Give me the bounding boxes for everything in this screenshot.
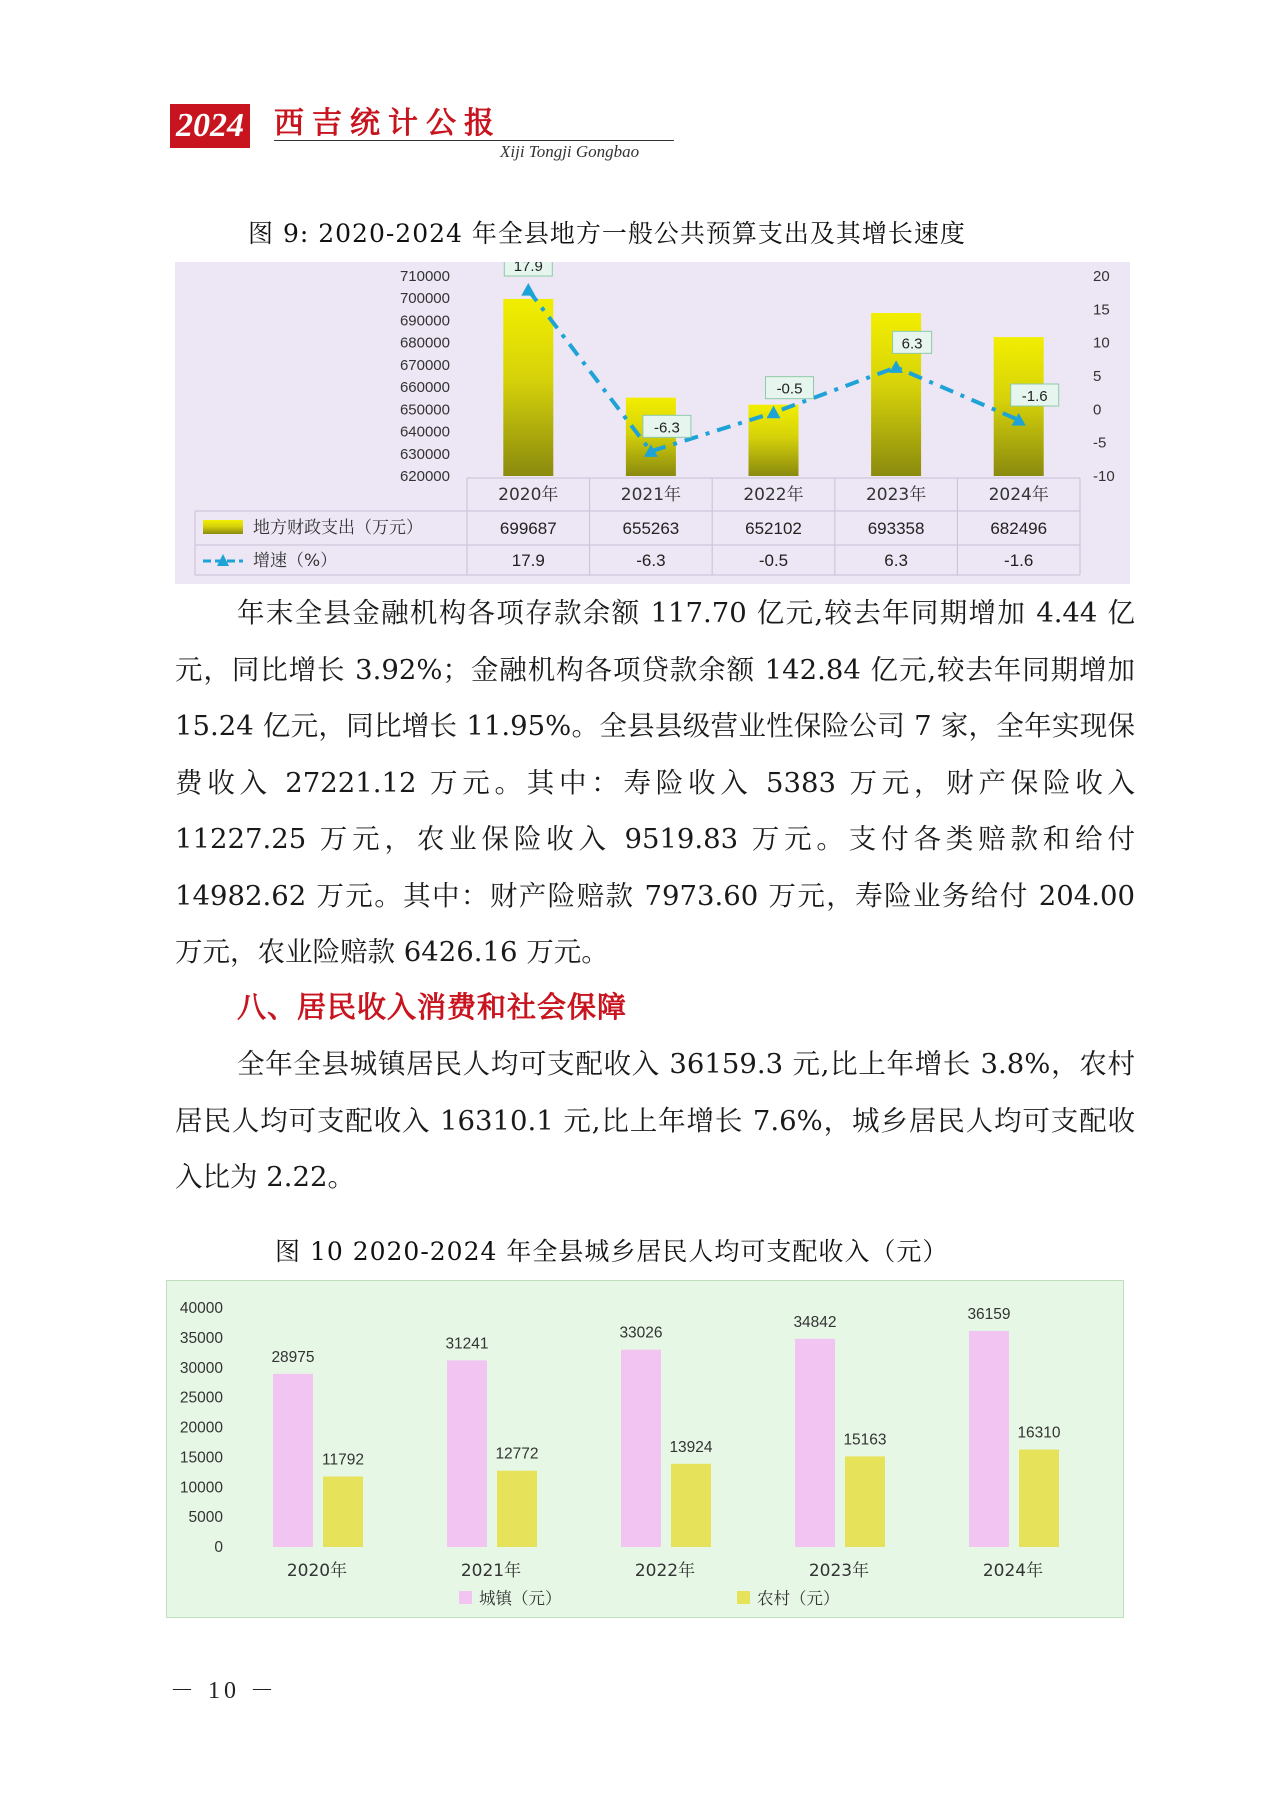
left-axis-tick-label: 630000 [399,445,450,463]
left-axis-tick-label: 660000 [399,379,450,397]
urban-data-label: 34842 [793,1313,837,1331]
category-label: 2020年 [498,485,559,505]
y-axis-tick-label: 15000 [179,1449,223,1467]
report-header [170,96,690,160]
urban-income-bar [795,1339,835,1547]
y-axis-tick-label: 0 [214,1539,223,1556]
right-axis-tick-label: -10 [1093,468,1115,485]
right-axis-tick-label: 10 [1093,334,1110,352]
header-subtitle: Xiji Tongji Gongbao [500,142,640,161]
urban-income-bar [621,1350,661,1547]
urban-data-label: 33026 [619,1324,663,1342]
x-axis-category-label: 2021年 [460,1561,522,1581]
y-axis-tick-label: 10000 [179,1479,223,1497]
table-growth-value: -6.3 [636,551,666,570]
y-axis-tick-label: 30000 [179,1359,223,1377]
legend-label: 城镇（元） [479,1589,562,1608]
growth-rate-data-label: -0.5 [776,380,803,398]
urban-data-label: 28975 [271,1348,315,1366]
x-axis-category-label: 2024年 [982,1561,1044,1581]
body-paragraph-1: 年末全县金融机构各项存款余额 117.70 亿元,较去年同期增加 4.44 亿元，同比增长 3.92%；金融机构各项贷款余额 142.84 亿元,较去年同期增加 15.24 亿元，同比增长 11.95%。全县县级营业性保险公司 7 家，全年实现保费收入 27221.12 万元。其中：寿险收入 5383 万元，财产保险收入 11227.25 万元，农业保险收入 9519.83 万元。支付各类赔款和给付 14982.62 万元。其中：财产险赔款 7973.60 万元，寿险业务给付 204.00 万元，农业险赔款 6426.16 万元。 [175,597,1135,968]
right-axis-tick-label: 5 [1093,368,1102,385]
urban-income-bar [273,1374,313,1547]
category-label: 2021年 [620,485,682,505]
table-expenditure-value: 699687 [499,519,557,538]
table-expenditure-value: 652102 [745,519,802,538]
category-label: 2024年 [988,485,1049,505]
rural-income-bar [671,1464,711,1547]
table-growth-value: 17.9 [511,551,545,570]
urban-data-label: 36159 [967,1305,1011,1323]
figure9-chart [175,262,1130,584]
left-axis-tick-label: 640000 [399,423,450,441]
series-name: 增速（%） [253,551,338,571]
rural-data-label: 12772 [495,1445,539,1463]
table-growth-value: 6.3 [884,551,908,570]
left-axis-tick-label: 650000 [399,401,450,419]
rural-income-bar [323,1477,363,1547]
table-growth-value: -1.6 [1004,551,1034,570]
table-expenditure-value: 655263 [622,519,680,538]
category-label: 2023年 [865,485,927,505]
y-axis-tick-label: 35000 [179,1329,223,1347]
header-year: 2024 [170,104,250,148]
figure10-title: 图 10 2020-2024 年全县城乡居民人均可支配收入（元） [275,1237,949,1266]
right-axis-tick-label: 15 [1093,301,1110,319]
table-growth-value: -0.5 [758,551,789,570]
growth-rate-data-label: 17.9 [513,262,543,275]
rural-data-label: 11792 [322,1451,364,1469]
rural-data-label: 16310 [1017,1424,1061,1442]
urban-income-bar [447,1360,487,1547]
right-axis-tick-label: -5 [1093,434,1107,452]
page-number: － 10 － [170,1678,278,1704]
body-paragraph-2: 全年全县城镇居民人均可支配收入 36159.3 元,比上年增长 3.8%，农村居民人均可支配收入 16310.1 元,比上年增长 7.6%，城乡居民人均可支配收入比为 2.22。 [175,1048,1135,1193]
left-axis-tick-label: 710000 [399,268,450,285]
figure9-title: 图 9: 2020-2024 年全县地方一般公共预算支出及其增长速度 [248,219,966,248]
figure10-chart [166,1280,1124,1618]
growth-rate-data-label: 6.3 [901,335,923,353]
y-axis-tick-label: 25000 [179,1389,223,1407]
category-label: 2022年 [743,485,804,505]
rural-data-label: 15163 [843,1431,887,1449]
left-axis-tick-label: 620000 [399,468,450,485]
x-axis-category-label: 2022年 [634,1561,696,1581]
x-axis-category-label: 2023年 [808,1561,870,1581]
rural-income-bar [497,1471,537,1547]
body-paragraph-1-container [175,585,1135,981]
legend-label: 农村（元） [757,1589,840,1608]
expenditure-bar [503,299,553,476]
left-axis-tick-label: 700000 [399,290,450,308]
header-title: 西吉统计公报 [274,106,502,141]
series-name: 地方财政支出（万元） [253,518,423,538]
left-axis-tick-label: 670000 [399,356,450,374]
legend-rural-swatch [737,1591,750,1604]
rural-income-bar [845,1456,885,1547]
y-axis-tick-label: 20000 [179,1419,223,1437]
header-rule [274,140,674,141]
rural-data-label: 13924 [669,1438,713,1456]
left-axis-tick-label: 680000 [399,334,450,352]
y-axis-tick-label: 5000 [188,1509,223,1527]
y-axis-tick-label: 40000 [179,1300,223,1317]
table-expenditure-value: 693358 [867,519,925,538]
right-axis-tick-label: 0 [1093,401,1102,419]
x-axis-category-label: 2020年 [286,1561,348,1581]
growth-rate-data-label: -6.3 [653,419,680,437]
legend-bar-swatch [203,520,243,534]
left-axis-tick-label: 690000 [399,312,450,330]
urban-income-bar [969,1331,1009,1547]
expenditure-bar [994,337,1044,476]
body-paragraph-2-container [175,1036,1135,1206]
legend-urban-swatch [459,1591,472,1604]
growth-rate-data-label: -1.6 [1021,388,1048,405]
section-heading: 八、居民收入消费和社会保障 [237,990,628,1024]
rural-income-bar [1019,1450,1059,1547]
table-expenditure-value: 682496 [990,519,1048,538]
urban-data-label: 31241 [445,1335,489,1353]
right-axis-tick-label: 20 [1093,268,1110,285]
